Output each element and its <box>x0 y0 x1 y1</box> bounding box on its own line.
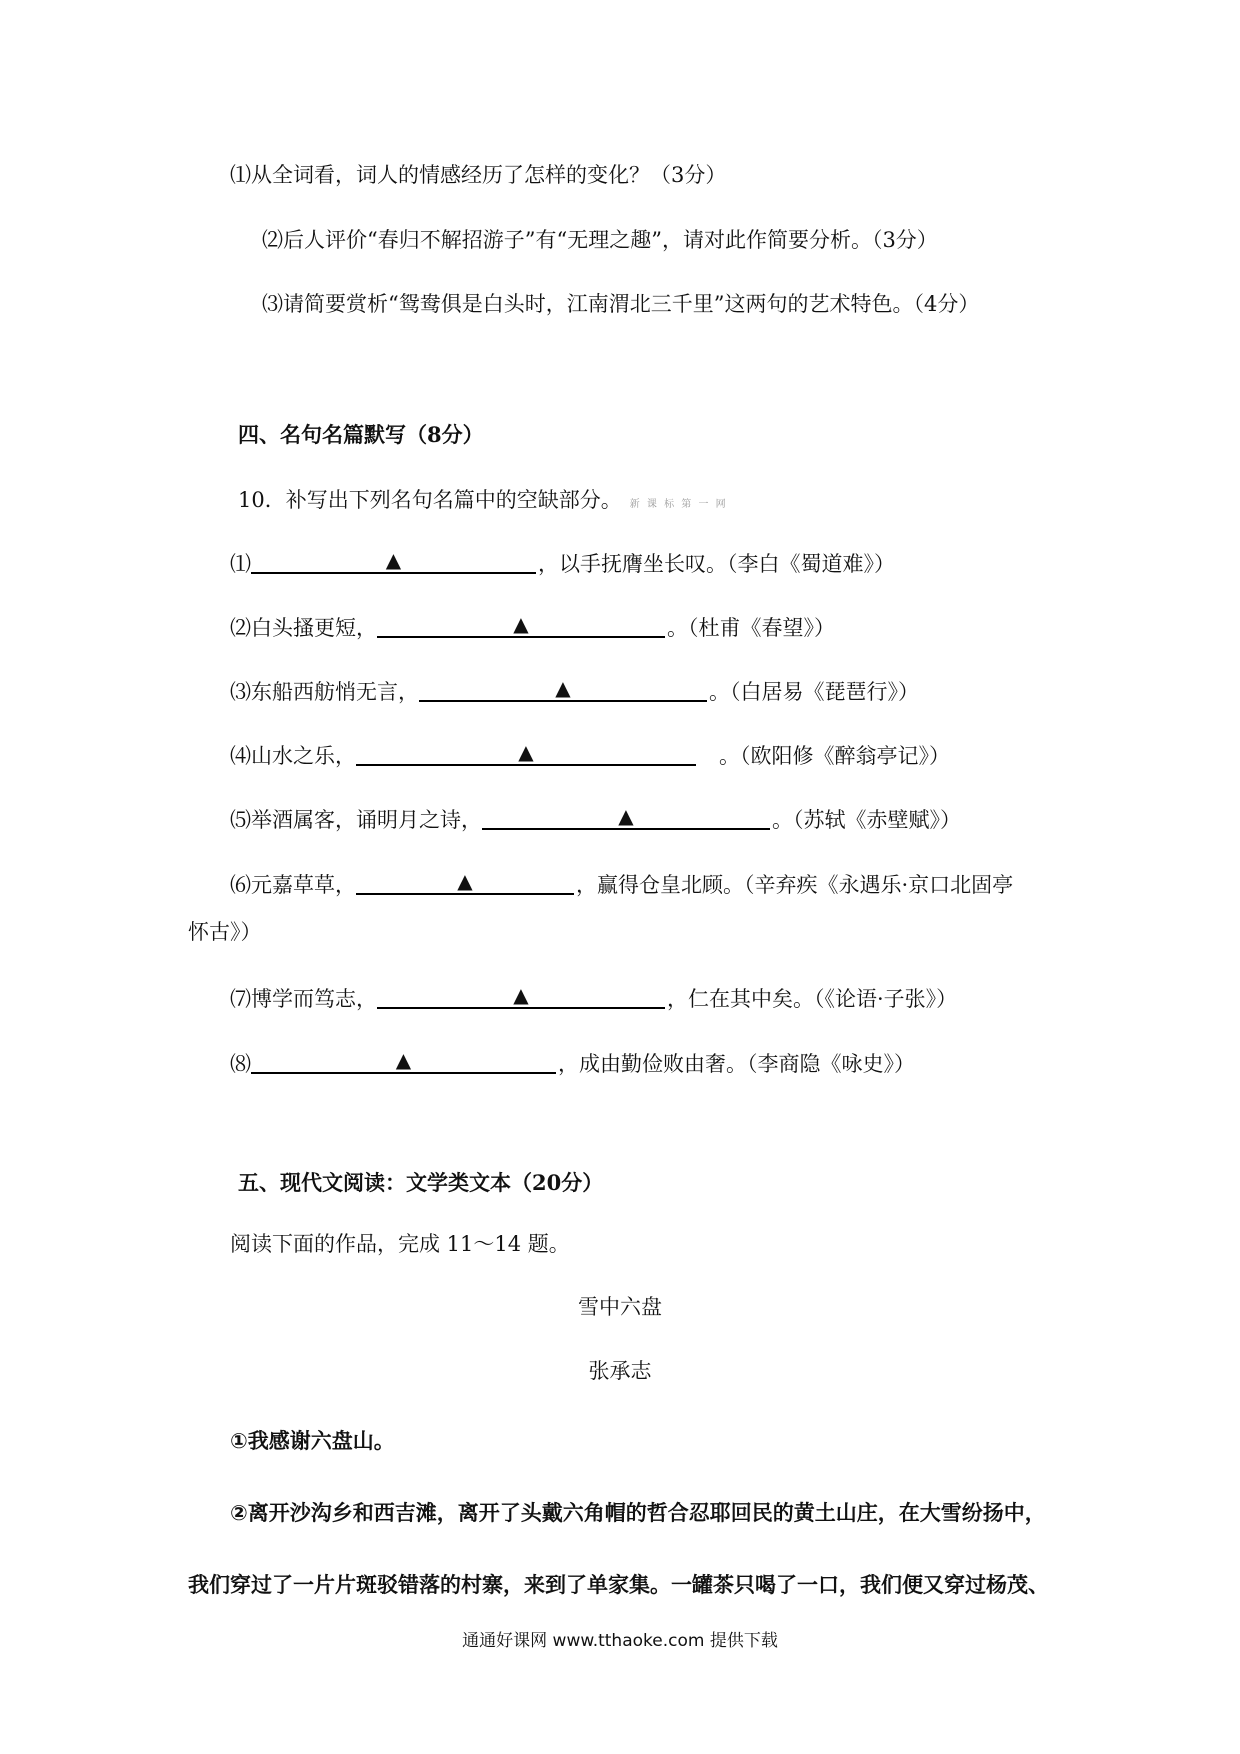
triangle-marker-icon: ▲ <box>518 740 534 764</box>
item-before-text: 白头搔更短， <box>251 616 377 640</box>
item-after-text: 。（欧阳修《醉翁亭记》） <box>698 744 950 768</box>
item-before-text: 元嘉草草， <box>251 873 356 897</box>
article-title: 雪中六盘 <box>578 1295 662 1319</box>
poem-question-2: ⑵后人评价“春归不解招游子”有“无理之趣”，请对此作简要分析。（3分） <box>262 228 938 252</box>
item-before-text: 博学而笃志， <box>251 987 377 1011</box>
answer-blank[interactable] <box>377 612 665 638</box>
item-after-text: 。（苏轼《赤壁赋》） <box>772 808 961 832</box>
item-after-text: 。（白居易《琵琶行》） <box>709 680 919 704</box>
item-after-text: ，成由勤俭败由奢。（李商隐《咏史》） <box>558 1052 915 1076</box>
item-number: ⑹ <box>230 873 251 897</box>
article-paragraph-2-continued: 我们穿过了一片片斑驳错落的村寨，来到了单家集。一罐茶只喝了一口，我们便又穿过杨茂、 <box>188 1573 1049 1597</box>
item-number: ⑸ <box>230 808 251 832</box>
answer-blank[interactable] <box>356 740 696 766</box>
dictation-item-7 <box>230 983 957 1014</box>
section-5-instruction: 阅读下面的作品，完成 11～14 题。 <box>230 1232 570 1256</box>
question-10-prompt <box>238 485 728 520</box>
section-5-title: 五、现代文阅读：文学类文本（20分） <box>238 1170 604 1195</box>
triangle-marker-icon: ▲ <box>618 804 634 828</box>
item-before-text: 举酒属客，诵明月之诗， <box>251 808 482 832</box>
answer-blank[interactable] <box>251 1048 556 1074</box>
item-after-text: ，赢得仓皇北顾。（辛弃疾《永遇乐·京口北固亭 <box>576 873 1014 897</box>
item-number: ⑷ <box>230 744 251 768</box>
dictation-item-1 <box>230 548 895 579</box>
item-before-text: 山水之乐， <box>251 744 356 768</box>
answer-blank[interactable] <box>356 869 574 895</box>
article-author: 张承志 <box>588 1359 652 1383</box>
question-10-text: 10．补写出下列名句名篇中的空缺部分。 <box>238 488 622 512</box>
item-after-text: ，仁在其中矣。（《论语·子张》） <box>667 987 958 1011</box>
watermark-text: 新 课 标 第 一 网 <box>629 499 728 510</box>
triangle-marker-icon: ▲ <box>385 548 402 572</box>
dictation-item-5 <box>230 804 961 835</box>
dictation-item-6-continuation: 怀古》） <box>188 920 262 944</box>
item-after-text: 。（杜甫《春望》） <box>667 616 835 640</box>
item-number: ⑴ <box>230 552 251 576</box>
poem-question-3: ⑶请简要赏析“鸳鸯俱是白头时，江南渭北三千里”这两句的艺术特色。（4分） <box>262 292 980 316</box>
item-number: ⑺ <box>230 987 251 1011</box>
triangle-marker-icon: ▲ <box>555 676 571 700</box>
dictation-item-6 <box>230 869 1013 900</box>
answer-blank[interactable] <box>251 548 536 574</box>
article-paragraph-1: ①我感谢六盘山。 <box>230 1429 395 1453</box>
item-number: ⑵ <box>230 616 251 640</box>
answer-blank[interactable] <box>419 676 707 702</box>
answer-blank[interactable] <box>482 804 770 830</box>
triangle-marker-icon: ▲ <box>457 869 473 893</box>
dictation-item-4 <box>230 740 950 771</box>
article-paragraph-2: ②离开沙沟乡和西吉滩，离开了头戴六角帽的哲合忍耶回民的黄土山庄，在大雪纷扬中， <box>230 1501 1046 1525</box>
triangle-marker-icon: ▲ <box>395 1048 412 1072</box>
page-footer: 通通好课网 www.tthaoke.com 提供下载 <box>462 1631 778 1651</box>
item-before-text: 东船西舫悄无言， <box>251 680 419 704</box>
triangle-marker-icon: ▲ <box>513 612 529 636</box>
triangle-marker-icon: ▲ <box>513 983 529 1007</box>
item-number: ⑻ <box>230 1052 251 1076</box>
dictation-item-3 <box>230 676 919 707</box>
answer-blank[interactable] <box>377 983 665 1009</box>
item-after-text: ，以手抚膺坐长叹。（李白《蜀道难》） <box>538 552 895 576</box>
dictation-item-2 <box>230 612 835 643</box>
poem-question-1: ⑴从全词看，词人的情感经历了怎样的变化？（3分） <box>230 163 727 187</box>
section-4-title: 四、名句名篇默写（8分） <box>238 422 484 447</box>
dictation-item-8 <box>230 1048 915 1079</box>
item-number: ⑶ <box>230 680 251 704</box>
